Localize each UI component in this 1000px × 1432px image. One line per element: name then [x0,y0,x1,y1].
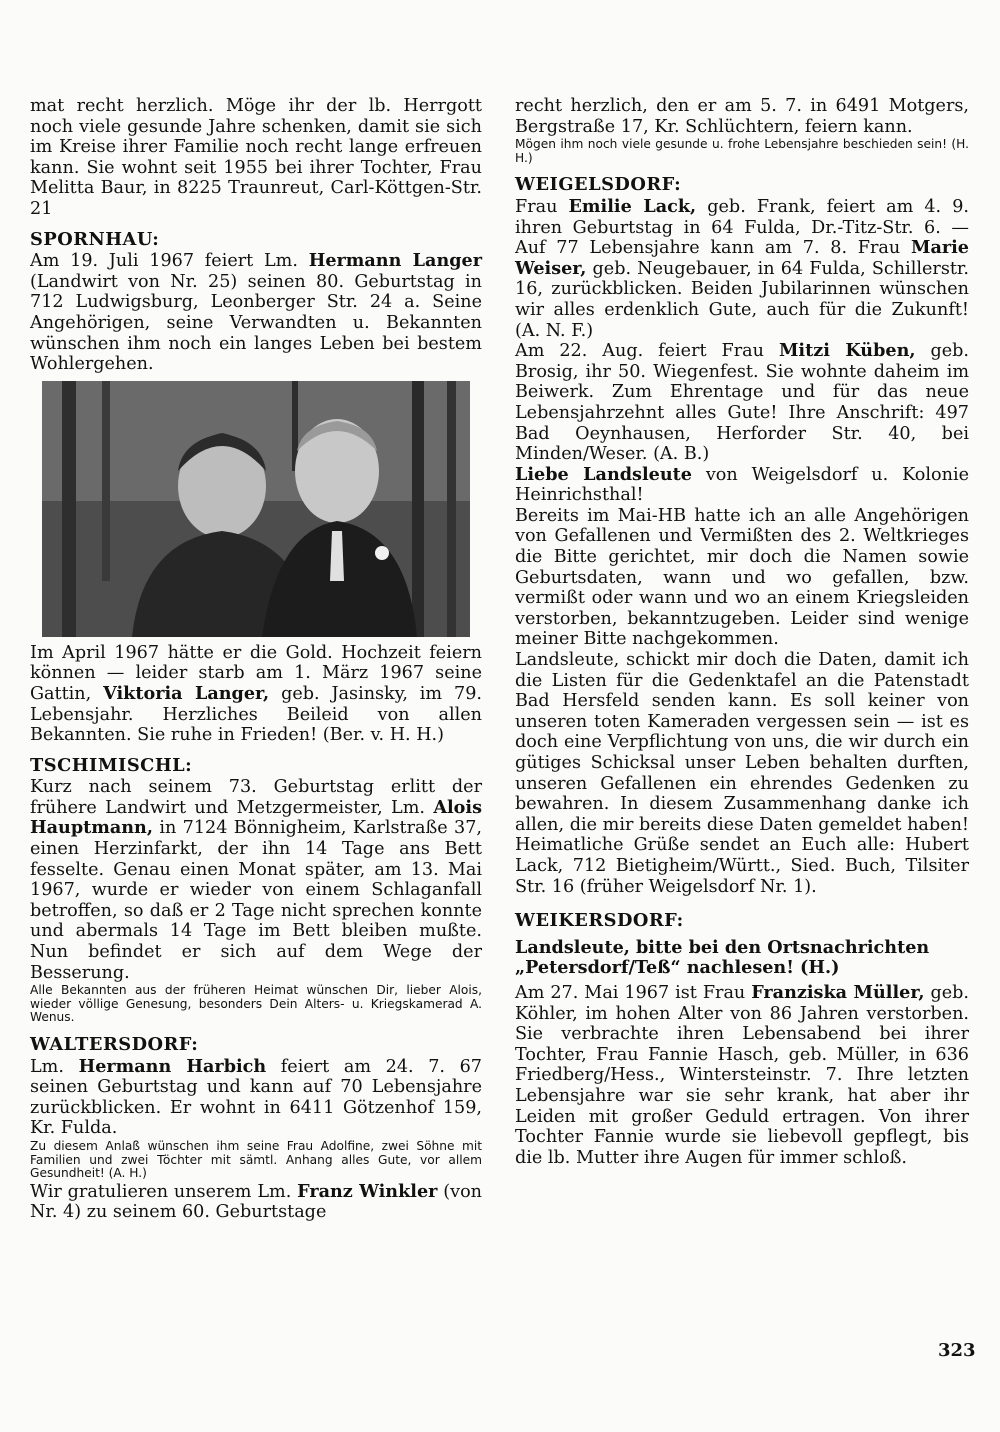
person-name: Franz Winkler [297,1180,438,1202]
couple-photo [42,381,470,637]
person-name: Hermann Langer [308,250,482,272]
heading-waltersdorf: WALTERSDORF: [30,1034,199,1055]
spornhau-paragraph-2: Im April 1967 hätte er die Gold. Hochzeit feiern können — leider starb am 1. März 1967 seine Gattin, Viktoria Langer, geb. Jasinsky, im 79. Lebensjahr. Herzliches Beileid von allen Bekannten. Sie ruhe in Frieden! (Ber. v. H. H.) [30,642,482,746]
right-intro-greeting: Mögen ihm noch viele gesunde u. frohe Lebensjahre beschieden sein! (H. H.) [515,137,969,165]
heading-tschimischl: TSCHIMISCHL: [30,754,193,776]
spornhau-paragraph-1: Am 19. Juli 1967 feiert Lm. Hermann Langer (Landwirt von Nr. 25) seinen 80. Geburtstag in 712 Ludwigsburg, Leonberger Str. 24 a. Seine Angehörigen, seine Verwandten u. Bekannten wünschen ihm noch ein langes Leben bei bestem Wohlergehen. [30,250,482,375]
tschimischl-paragraph: Kurz nach seinem 73. Geburtstag erlitt der frühere Landwirt und Metzgermeister, Lm. Alois Hauptmann, in 7124 Bönnigheim, Karlstraße 37, einen Herzinfarkt, der ihn 14 Tage ans Bett fesselte. Genau einen Monat später, am 13. Mai 1967, wurde er wieder von einem Schlaganfall betroffen, so daß er 2 Tage nicht sprechen konnte und abermals 14 Tage im Bett bleiben mußte. Nun befindet er sich auf dem Wege der Besserung. [30,777,482,983]
person-name: Hermann Harbich [78,1055,267,1077]
waltersdorf-paragraph-1: Lm. Hermann Harbich feiert am 24. 7. 67 seinen Geburtstag und kann auf 70 Lebensjahre zurückblicken. Er wohnt in 6411 Götzenhof 159, Kr. Fulda. [30,1055,482,1139]
heading-weikersdorf: WEIKERSDORF: [515,910,684,932]
weigelsdorf-paragraph-4: Bereits im Mai-HB hatte ich an alle Angehörigen von Gefallenen und Vermißten des 2. Weltkrieges die Bitte gerichtet, mir doch die Namen sowie Geburtsdaten, wann und wo gefallen, bzw. vermißt oder wann und wo an einem Kriegsleiden verstorben, bekanntzugeben. Leider sind wenige meiner Bitte nachgekommen. [515,505,969,650]
weikersdorf-notice: Landsleute, bitte bei den Ortsnachrichten „Petersdorf/Teß“ nachlesen! (H.) [515,936,930,979]
person-name: Alois Hauptmann, [30,796,482,839]
intro-paragraph: mat recht herzlich. Möge ihr der lb. Herrgott noch viele gesunde Jahre schenken, damit sie sich im Kreise ihrer Familie noch recht lange erfreuen kann. Sie wohnt seit 1955 bei ihrer Tochter, Frau Melitta Baur, in 8225 Traunreut, Carl-Köttgen-Str. 21 [30,96,482,219]
weigelsdorf-paragraph-1: Frau Emilie Lack, geb. Frank, feiert am 4. 9. ihren Geburtstag in 64 Fulda, Dr.-Titz-Str. 6. — Auf 77 Lebensjahre kann am 7. 8. Frau Marie Weiser, geb. Neugebauer, in 64 Fulda, Schillerstr. 16, zurückblicken. Beiden Jubilarinnen wünschen wir alles erdenklich Gute, auch für die Zukunft! (A. N. F.) [515,195,969,341]
weikersdorf-paragraph: Am 27. Mai 1967 ist Frau Franziska Müller, geb. Köhler, im hohen Alter von 86 Jahren verstorben. Sie verbrachte ihren Lebensabend bei ihrer Tochter, Frau Fannie Hasch, geb. Müller, in 636 Friedberg/Hess., Wintersteinstr. 7. Ihre letzten Lebensjahre war sie sehr krank, hat aber ihr Leiden mit großer Geduld ertragen. Von ihrer Tochter Fannie wurde sie liebevoll gepflegt, bis die lb. Mutter ihre Augen für immer schloß. [515,981,969,1168]
person-name: Marie Weiser, [515,237,969,279]
person-name: Viktoria Langer, [103,682,270,704]
tschimischl-greeting: Alle Bekannten aus der früheren Heimat wünschen Dir, lieber Alois, wieder völlige Genesung, besonders Dein Alters- u. Kriegskamerad A. Wenus. [30,983,482,1025]
page-number: 323 [938,1340,976,1361]
waltersdorf-paragraph-2: Wir gratulieren unserem Lm. Franz Winkler (von Nr. 4) zu seinem 60. Geburtstage [30,1180,482,1223]
person-name: Emilie Lack, [568,195,697,217]
weigelsdorf-paragraph-2: Am 22. Aug. feiert Frau Mitzi Küben, geb. Brosig, ihr 50. Wiegenfest. Sie wohnte daheim im Beiwerk. Zum Ehrentage und für das neue Lebensjahrzehnt alles Gute! Ihre Anschrift: 497 Bad Oeynhausen, Herforder Str. 40, bei Minden/Weser. (A. B.) [515,340,969,465]
person-name: Franziska Müller, [751,981,925,1003]
couple-photo-image [42,381,470,637]
right-column [515,96,969,1168]
person-name: Mitzi Küben, [778,340,916,362]
left-column [30,96,482,1223]
waltersdorf-greeting: Zu diesem Anlaß wünschen ihm seine Frau Adolfine, zwei Söhne mit Familien und zwei Töchter mit sämtl. Anhang alles Gute, vor allem Gesundheit! (A. H.) [30,1138,482,1181]
heading-weigelsdorf: WEIGELSDORF: [515,174,682,196]
weigelsdorf-paragraph-5: Landsleute, schickt mir doch die Daten, damit ich die Listen für die Gedenktafel an die Patenstadt Bad Hersfeld senden kann. Es soll keiner von unseren toten Kameraden vergessen sein — ist es doch eine Verpflichtung von uns, die wir durch ein gütiges Schicksal unser Leben behalten durften, unseren Gefallenen ein ehrendes Gedenken zu bewahren. In diesem Zusammenhang danke ich allen, die mir bereits diese Daten gemeldet haben! Heimatliche Grüße sendet an Euch alle: Hubert Lack, 712 Bietigheim/Württ., Sied. Buch, Tilsiter Str. 16 (früher Weigelsdorf Nr. 1). [515,650,969,897]
weigelsdorf-paragraph-3: Liebe Landsleute von Weigelsdorf u. Kolonie Heinrichsthal! [515,463,969,506]
right-intro-paragraph: recht herzlich, den er am 5. 7. in 6491 Motgers, Bergstraße 17, Kr. Schlüchtern, feiern kann. [515,96,969,137]
heading-spornhau: SPORNHAU: [30,228,160,250]
